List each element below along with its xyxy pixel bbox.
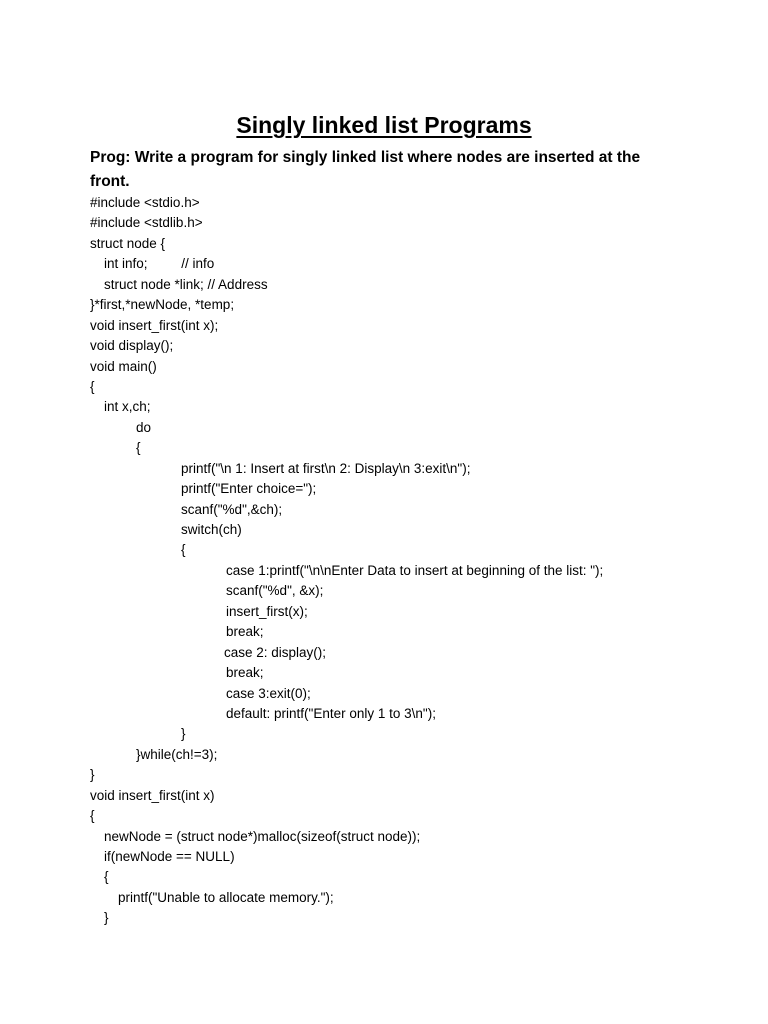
page-title: Singly linked list Programs bbox=[236, 112, 532, 138]
code-line: } bbox=[90, 767, 95, 783]
code-line: struct node { bbox=[90, 235, 166, 251]
code-line: scanf("%d", &x); bbox=[226, 583, 324, 599]
code-line: }*first,*newNode, *temp; bbox=[90, 297, 235, 313]
code-line: #include <stdlib.h> bbox=[90, 215, 203, 231]
code-line: if(newNode == NULL) bbox=[104, 849, 235, 864]
code-line: void display(); bbox=[90, 338, 174, 354]
code-line: printf("Enter choice="); bbox=[181, 481, 317, 497]
code-line: printf("Unable to allocate memory."); bbox=[118, 889, 334, 905]
code-line: newNode = (struct node*)malloc(sizeof(struct node)); bbox=[104, 828, 421, 844]
code-line: scanf("%d",&ch); bbox=[181, 501, 283, 517]
code-line: do bbox=[136, 419, 152, 435]
code-line: printf("\n 1: Insert at first\n 2: Display\n 3:exit\n"); bbox=[181, 460, 471, 476]
code-line: { bbox=[136, 440, 141, 456]
code-line: { bbox=[181, 542, 186, 558]
code-line: insert_first(x); bbox=[226, 603, 308, 619]
code-line: case 1:printf("\n\nEnter Data to insert at beginning of the list: "); bbox=[226, 562, 604, 578]
code-line: void main() bbox=[90, 358, 157, 374]
code-line: } bbox=[104, 910, 109, 926]
code-line: #include <stdio.h> bbox=[90, 195, 200, 210]
code-line: } bbox=[181, 726, 186, 742]
code-line: default: printf("Enter only 1 to 3\n"); bbox=[226, 705, 436, 721]
code-line: case 3:exit(0); bbox=[226, 685, 311, 701]
code-line: int x,ch; bbox=[104, 399, 151, 415]
code-line: break; bbox=[226, 624, 264, 640]
code-line: struct node *link; // Address bbox=[104, 276, 268, 292]
code-line: void insert_first(int x); bbox=[90, 317, 219, 333]
code-line: void insert_first(int x) bbox=[90, 787, 215, 803]
code-line: { bbox=[104, 869, 109, 885]
code-line: { bbox=[90, 378, 95, 394]
code-line: switch(ch) bbox=[181, 522, 242, 537]
code-line: }while(ch!=3); bbox=[136, 746, 218, 762]
code-line: case 2: display(); bbox=[224, 644, 327, 660]
code-line: int info; // info bbox=[104, 256, 215, 272]
code-block bbox=[90, 193, 690, 929]
code-line: { bbox=[90, 808, 95, 824]
code-line: break; bbox=[226, 665, 264, 681]
program-heading: Prog: Write a program for singly linked list where nodes are inserted at the front. bbox=[90, 149, 641, 190]
